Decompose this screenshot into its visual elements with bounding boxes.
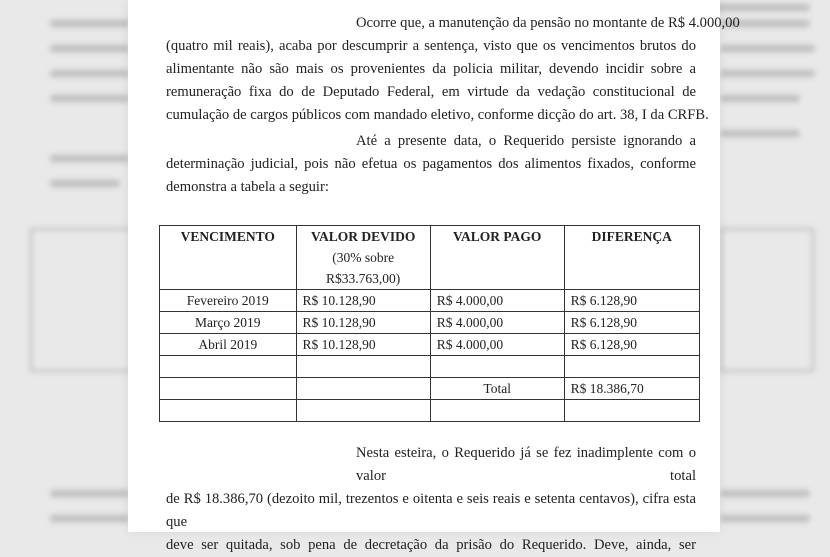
header-vencimento: VENCIMENTO xyxy=(160,226,297,290)
table-cell xyxy=(296,378,430,400)
table-cell: R$ 10.128,90 xyxy=(296,334,430,356)
paragraph-line: demonstra a tabela a seguir: xyxy=(166,179,329,195)
table-cell: R$ 6.128,90 xyxy=(564,334,699,356)
paragraph-default-amount xyxy=(166,442,696,557)
paragraph-line: (quatro mil reais), acaba por descumprir a sentença, visto que os vencimentos brutos do xyxy=(166,38,696,54)
total-value: R$ 18.386,70 xyxy=(564,378,699,400)
table-cell: R$ 4.000,00 xyxy=(430,334,564,356)
header-diferenca: DIFERENÇA xyxy=(564,226,699,290)
table-row xyxy=(160,312,700,334)
table-row xyxy=(160,334,700,356)
table-cell xyxy=(160,356,297,378)
paragraph-line: alimentante não são mais os provenientes da policia militar, devendo incidir sobre a xyxy=(166,61,696,77)
paragraph-line: Nesta esteira, o Requerido já se fez inadimplente com o valor total xyxy=(356,445,696,484)
header-sub-line: (30% sobre xyxy=(332,250,395,265)
paragraph-line: de R$ 18.386,70 (dezoito mil, trezentos e oitenta e seis reais e setenta centavos), cifra esta que xyxy=(166,491,696,530)
table-cell xyxy=(160,400,297,422)
table-cell: R$ 6.128,90 xyxy=(564,312,699,334)
table-header-row xyxy=(160,226,700,290)
paragraph-line: deve ser quitada, sob pena de decretação da prisão do Requerido. Deve, ainda, ser xyxy=(166,537,696,553)
paragraph-line: Até a presente data, o Requerido persiste ignorando a xyxy=(356,133,696,149)
table-cell xyxy=(430,400,564,422)
header-valor-pago: VALOR PAGO xyxy=(430,226,564,290)
payment-table xyxy=(159,225,700,422)
table-cell: Abril 2019 xyxy=(160,334,297,356)
table-cell: Março 2019 xyxy=(160,312,297,334)
table-cell: R$ 4.000,00 xyxy=(430,290,564,312)
table-cell xyxy=(296,356,430,378)
table-cell: R$ 10.128,90 xyxy=(296,290,430,312)
header-sub-line: R$33.763,00) xyxy=(326,271,401,286)
paragraph-pension xyxy=(166,12,740,127)
table-cell: Fevereiro 2019 xyxy=(160,290,297,312)
table-cell xyxy=(430,356,564,378)
document-page xyxy=(128,0,740,553)
header-valor-devido xyxy=(296,226,430,290)
paragraph-line: determinação judicial, pois não efetua os pagamentos dos alimentos fixados, conforme xyxy=(166,156,696,172)
table-cell xyxy=(564,400,699,422)
table-cell xyxy=(160,378,297,400)
header-valor-devido-label: VALOR DEVIDO xyxy=(310,229,416,244)
paragraph-noncompliance xyxy=(166,130,696,199)
table-total-row xyxy=(160,378,700,400)
paragraph-line: cumulação de cargos públicos com mandado eletivo, conforme dicção do art. 38, I da CRFB. xyxy=(166,107,709,123)
table-cell: R$ 4.000,00 xyxy=(430,312,564,334)
table-row xyxy=(160,290,700,312)
total-label: Total xyxy=(430,378,564,400)
paragraph-line: Ocorre que, a manutenção da pensão no montante de R$ 4.000,00 xyxy=(356,15,740,31)
table-cell: R$ 10.128,90 xyxy=(296,312,430,334)
table-cell xyxy=(296,400,430,422)
table-cell: R$ 6.128,90 xyxy=(564,290,699,312)
table-row-empty xyxy=(160,400,700,422)
table-row-empty xyxy=(160,356,700,378)
paragraph-line: remuneração fixa do de Deputado Federal, em virtude da vedação constitucional de xyxy=(166,84,696,100)
table-cell xyxy=(564,356,699,378)
